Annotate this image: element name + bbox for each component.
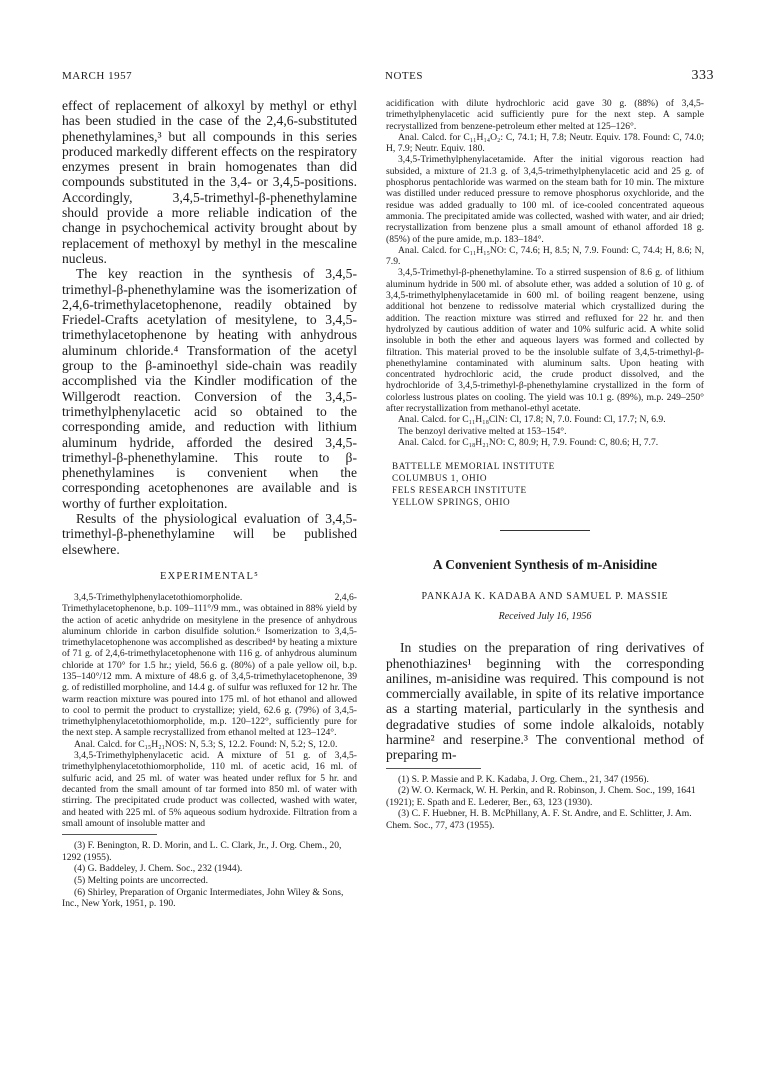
experimental-paragraph: The benzoyl derivative melted at 153–154°. [398, 425, 567, 437]
page-number: 333 [691, 68, 714, 83]
footnote: (2) W. O. Kermack, W. H. Perkin, and R. Robinson, J. Chem. Soc., 199, 1641 (1921); E. Spath and E. Lederer, Ber., 63, 123 (1930). [386, 785, 696, 808]
affiliation-line: YELLOW SPRINGS, OHIO [392, 497, 511, 508]
body-paragraph: The key reaction in the synthesis of 3,4,5-trimethyl-β-phenethylamine was the isomerization of 2,4,6-trimethylacetophenone, readily obtained by Friedel-Crafts acetylation of mesitylene, to 3,4,5-trimethylacetophenone by heating with anhydrous aluminum chloride.⁴ Transformation of the acetyl group to the β-aminoethyl side-chain was readily accomplished via the Kindler modification of the Willgerodt reaction. Conversion of the 3,4,5-trimethylphenylacetic acid so obtained to the corresponding amide, and reduction with lithium aluminum hydride, afforded the desired 3,4,5-trimethyl-β-phenethylamine. This route to β-phenethylamines is convenient when the corresponding acetophenones are available and is worthy of further exploitation. [62, 266, 357, 511]
left-experimental-text [62, 592, 357, 829]
body-paragraph: In studies on the preparation of ring derivatives of phenothiazines¹ beginning with the corresponding anilines, m-anisidine was required. This compound is not commercially available, in spite of its relative importance as a starting material, particularly in the synthesis and degradative studies of some indole alkaloids, notably harmine² and reserpine.³ The conventional method of preparing m- [386, 640, 704, 763]
section-divider [500, 530, 590, 531]
experimental-paragraph: Anal. Calcd. for C₁₅H₂₁NOS: N, 5.3; S, 12.2. Found: N, 5.2; S, 12.0. [74, 738, 338, 750]
body-paragraph: effect of replacement of alkoxyl by methyl or ethyl has been studied in the case of the 2,4,6-substituted phenethylamines,³ but all compounds in this series produced markedly different effects on the respiratory enzymes present in brain homogenates than did compounds substituted in the 3,4- or 3,4,5-positions. Accordingly, 3,4,5-trimethyl-β-phenethylamine should provide a more reliable indication of the change in psychochemical activity brought about by replacement of methoxyl by methyl in the mescaline nucleus. [62, 98, 357, 266]
right-experimental-text [386, 98, 704, 448]
footnote-rule [62, 834, 157, 835]
experimental-paragraph: Anal. Calcd. for C₁₁H₁₈ClN: Cl, 17.8; N, 7.0. Found: Cl, 17.7; N, 6.9. [398, 414, 666, 426]
experimental-paragraph: Anal. Calcd. for C₁₁H₁₅NO: C, 74.6; H, 8.5; N, 7.9. Found: C, 74.4; H, 8.6; N, 7.9. [386, 244, 704, 268]
running-header-date: MARCH 1957 [62, 70, 133, 82]
running-header-section: NOTES [385, 70, 423, 82]
article-authors: PANKAJA K. KADABA AND SAMUEL P. MASSIE [421, 591, 669, 603]
affiliation-line: BATTELLE MEMORIAL INSTITUTE [392, 461, 555, 472]
right-column [386, 98, 704, 832]
footnote: (5) Melting points are uncorrected. [74, 874, 208, 886]
body-paragraph: Results of the physiological evaluation of 3,4,5-trimethyl-β-phenethylamine will be published elsewhere. [62, 511, 357, 557]
experimental-paragraph: 3,4,5-Trimethylphenylacetothiomorpholide. 2,4,6-Trimethylacetophenone, b.p. 109–111°/9 mm., was obtained in 88% yield by the action of acetic anhydride on mesitylene in the presence of anhydrous aluminum chloride in carbon disulfide solution.⁶ Isomerization to 3,4,5-trimethylacetophenone was accomplished as described⁴ by heating a mixture of 71 g. of 2,4,6-trimethylacetophenone with 116 g. of anhydrous aluminum chloride at 170° for 1.5 hr.; yield, 56.6 g. (80%) of a pale yellow oil, b.p. 135–140°/12 mm. A mixture of 48.6 g. of 3,4,5-trimethylacetophenone, 39 g. of redistilled morpholine, and 14.4 g. of sulfur was refluxed for 12 hr. The warm reaction mixture was poured into 175 ml. of hot ethanol and allowed to cool to permit the product to crystallize; yield, 62.6 g. (79%) of 3,4,5-trimethylphenylacetothiomorpholide, m.p. 120–122°, sufficiently pure for the next step. A sample recrystallized from ethanol melted at 123–124°. [62, 591, 357, 739]
experimental-paragraph: acidification with dilute hydrochloric acid gave 30 g. (88%) of 3,4,5-trimethylphenylacetic acid sufficiently pure for the next step. A sample recrystallized from benzene-petroleum ether melted at 125–126°. [386, 98, 704, 132]
intro-text [386, 640, 704, 762]
footnote: (6) Shirley, Preparation of Organic Intermediates, John Wiley & Sons, Inc., New York, 1951, p. 190. [62, 886, 344, 910]
affiliation-line: COLUMBUS 1, OHIO [392, 473, 488, 484]
left-body-text [62, 98, 357, 557]
received-date: Received July 16, 1956 [498, 611, 592, 623]
footnote: (4) G. Baddeley, J. Chem. Soc., 232 (1944). [74, 863, 243, 875]
affiliation-line: FELS RESEARCH INSTITUTE [392, 485, 527, 496]
article-title: A Convenient Synthesis of m-Anisidine [432, 557, 658, 573]
footnote: (1) S. P. Massie and P. K. Kadaba, J. Org. Chem., 21, 347 (1956). [398, 773, 649, 785]
experimental-paragraph: Anal. Calcd. for C₁₁H₁₄O₂: C, 74.1; H, 7.8; Neutr. Equiv. 178. Found: C, 74.0; H, 7.9; Neutr. Equiv. 180. [386, 131, 704, 155]
experimental-paragraph: 3,4,5-Trimethylphenylacetamide. After the initial vigorous reaction had subsided, a mixture of 21.3 g. of 3,4,5-trimethylphenylacetic acid and 25 g. of phosphorus pentachloride was warmed on the steam bath for 10 min. The mixture was distilled under reduced pressure to remove phosphorus oxychloride, and the residue was added gradually to 100 ml. of ice-cooled concentrated aqueous ammonia. The precipitated amide was collected, washed with water, and air dried; recrystallization from benzene plus a small amount of ethanol afforded 18 g. (85%) of the pure amide, m.p. 183–184°. [386, 154, 704, 245]
footnote: (3) C. F. Huebner, H. B. McPhillany, A. F. St. Andre, and E. Schlitter, J. Am. Chem. Soc., 77, 473 (1955). [386, 808, 692, 831]
footnote-rule [386, 768, 481, 769]
experimental-paragraph: 3,4,5-Trimethyl-β-phenethylamine. To a stirred suspension of 8.6 g. of lithium aluminum hydride in 500 ml. of absolute ether, was added a solution of 10 g. of 3,4,5-trimethylphenylacetamide in 600 ml. of boiling reagent benzene, using additional hot benzene to redissolve material which crystallized during the addition. The reaction mixture was stirred and refluxed for 22 hr. and then hydrolyzed by cautious addition of water and 10% sulfuric acid. A white solid insoluble in both the ether and aqueous layers was formed and collected by filtration. This material proved to be the insoluble sulfate of 3,4,5-trimethyl-β-phenethylamine contaminated with aluminum salts. Upon heating with concentrated hydrochloric acid, the crude product dissolved, and the hydrochloride of 3,4,5-trimethyl-β-phenethylamine crystallized in the form of colorless lustrous plates on cooling. The yield was 10.1 g. (89%), m.p. 249–250° after recrystallization from methanol-ethyl acetate. [386, 267, 704, 415]
affiliations [392, 460, 704, 508]
experimental-paragraph: Anal. Calcd. for C₁₈H₂₁NO: C, 80.9; H, 7.9. Found: C, 80.6; H, 7.7. [398, 436, 659, 448]
experimental-heading: EXPERIMENTAL⁵ [160, 570, 259, 582]
footnote: (3) F. Benington, R. D. Morin, and L. C. Clark, Jr., J. Org. Chem., 20, 1292 (1955). [62, 840, 342, 863]
right-footnotes [386, 774, 704, 832]
left-footnotes [62, 840, 357, 910]
experimental-paragraph: 3,4,5-Trimethylphenylacetic acid. A mixture of 51 g. of 3,4,5-trimethylphenylacetothiomorpholide, 110 ml. of acetic acid, 16 ml. of sulfuric acid, and 25 ml. of water was heated under reflux for 5 hr. and decanted from the small amount of tar formed into 850 ml. of water with stirring. The precipitated crude product was collected, washed with water, and heated with 225 ml. of 5% aqueous sodium hydroxide. Filtration from a small amount of insoluble matter and [62, 750, 357, 829]
left-column [62, 98, 357, 910]
